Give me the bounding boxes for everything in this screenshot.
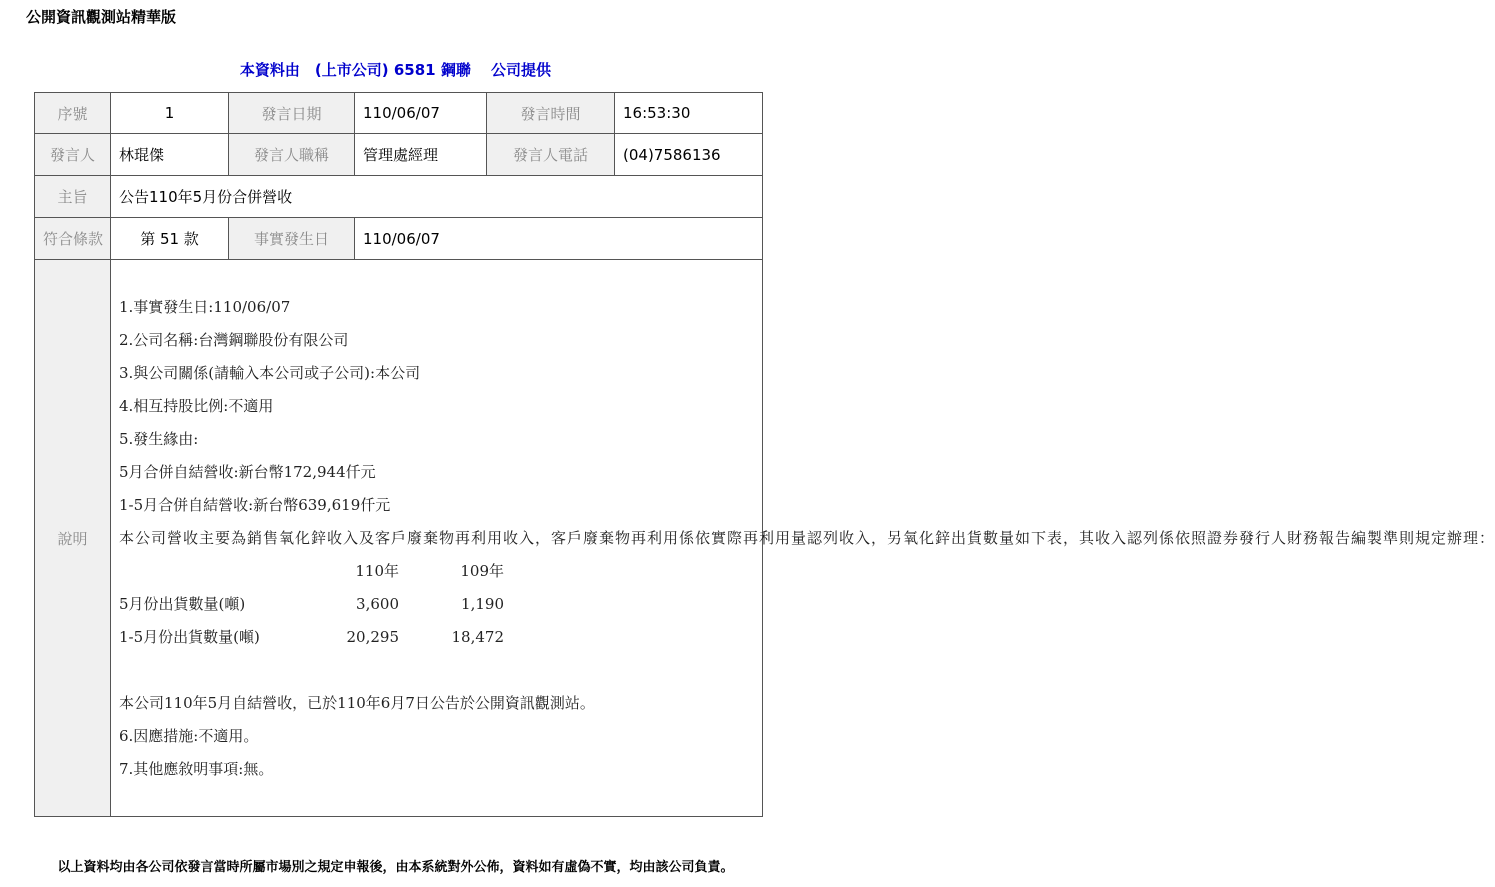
qty-header-year-109: 109年 xyxy=(460,561,504,580)
qty-row-label: 1-5月份出貨數量(噸) xyxy=(119,627,260,646)
desc-line: 6.因應措施:不適用。 xyxy=(119,726,259,745)
qty-value-109: 18,472 xyxy=(451,627,504,646)
clause-value: 第 51 款 xyxy=(111,218,229,260)
date-label: 發言日期 xyxy=(229,93,355,134)
qty-row-label: 5月份出貨數量(噸) xyxy=(119,594,246,613)
date-value: 110/06/07 xyxy=(355,93,487,134)
event-date-label: 事實發生日 xyxy=(229,218,355,260)
phone-value: (04)7586136 xyxy=(615,134,763,176)
event-date-value: 110/06/07 xyxy=(355,218,763,260)
site-title: 公開資訊觀測站精華版 xyxy=(26,8,177,26)
speaker-label: 發言人 xyxy=(35,134,111,176)
speaker-value: 林琨傑 xyxy=(111,134,229,176)
qty-header-year-110: 110年 xyxy=(355,561,399,580)
desc-line: 本公司110年5月自結營收，已於110年6月7日公告於公開資訊觀測站。 xyxy=(119,693,595,712)
speaker-title-value: 管理處經理 xyxy=(355,134,487,176)
phone-label: 發言人電話 xyxy=(487,134,615,176)
clause-label: 符合條款 xyxy=(35,218,111,260)
speaker-title-label: 發言人職稱 xyxy=(229,134,355,176)
subject-value: 公告110年5月份合併營收 xyxy=(111,176,763,218)
announcement-table xyxy=(34,92,1495,817)
qty-row-may xyxy=(119,588,754,621)
desc-line: 1-5月合併自結營收:新台幣639,619仟元 xyxy=(119,495,391,514)
qty-value-110: 20,295 xyxy=(346,627,399,646)
blank-line xyxy=(119,654,754,687)
desc-line: 3.與公司關係(請輸入本公司或子公司):本公司 xyxy=(119,363,421,382)
subject-label: 主旨 xyxy=(35,176,111,218)
time-value: 16:53:30 xyxy=(615,93,763,134)
row-speaker xyxy=(35,134,763,176)
row-subject xyxy=(35,176,763,218)
row-sequence xyxy=(35,93,763,134)
desc-line: 4.相互持股比例:不適用 xyxy=(119,396,274,415)
disclaimer-footer: 以上資料均由各公司依發言當時所屬市場別之規定申報後，由本系統對外公佈，資料如有虛偽不實，均由該公司負責。 xyxy=(57,860,734,875)
desc-line: 2.公司名稱:台灣鋼聯股份有限公司 xyxy=(119,330,349,349)
qty-value-110: 3,600 xyxy=(356,594,399,613)
desc-line: 7.其他應敘明事項:無。 xyxy=(119,759,274,778)
desc-line: 1.事實發生日:110/06/07 xyxy=(119,297,291,316)
desc-line: 5.發生緣由: xyxy=(119,429,199,448)
qty-header-row xyxy=(119,555,754,588)
company-headline: 本資料由 (上市公司) 6581 鋼聯 公司提供 xyxy=(239,61,552,79)
qty-value-109: 1,190 xyxy=(461,594,504,613)
desc-line: 5月合併自結營收:新台幣172,944仟元 xyxy=(119,462,376,481)
desc-paragraph: 本公司營收主要為銷售氧化鋅收入及客戶廢棄物再利用收入，客戶廢棄物再利用係依實際再利用量認列收入，另氧化鋅出貨數量如下表，其收入認列係依照證券發行人財務報告編製準則規定辦理： xyxy=(119,528,1495,547)
seq-label: 序號 xyxy=(35,93,111,134)
qty-row-jan-may xyxy=(119,621,754,654)
description-body xyxy=(111,260,1495,817)
time-label: 發言時間 xyxy=(487,93,615,134)
description-label: 說明 xyxy=(35,260,111,817)
row-description xyxy=(35,260,763,817)
row-clause xyxy=(35,218,763,260)
seq-value: 1 xyxy=(111,93,229,134)
